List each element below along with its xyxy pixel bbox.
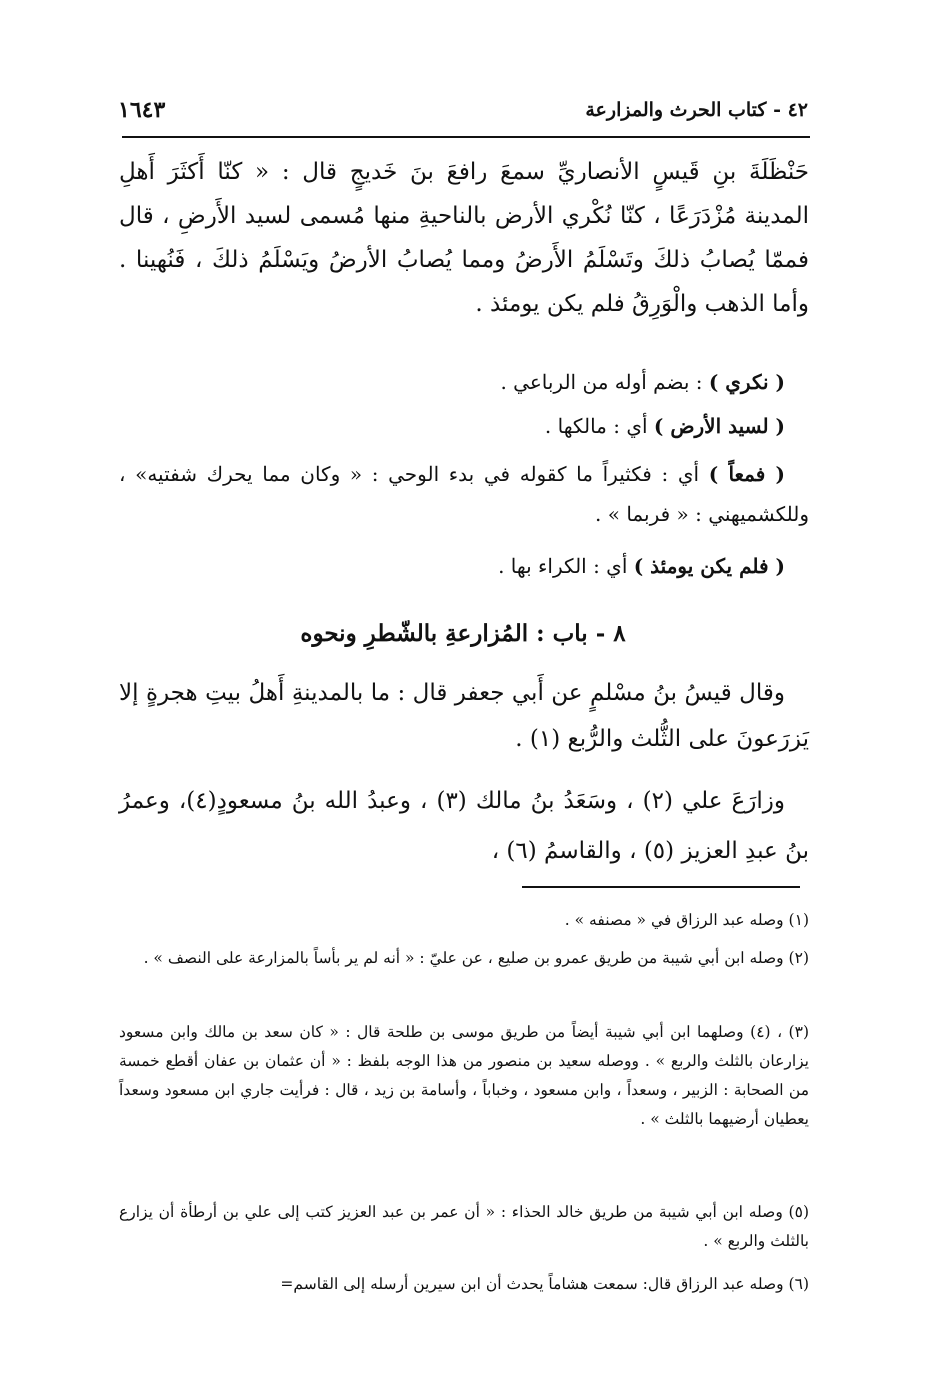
footnote: (٢) وصله ابن أبي شيبة من طريق عمرو بن صليع ، عن عليّ : « أنه لم ير بأساً بالمزارعة على النصف » .: [143, 949, 809, 967]
commentary-term: ( نكري ): [708, 370, 785, 394]
footnote: (١) وصله عبد الرزاق في « مصنفه » .: [564, 911, 809, 929]
hadith-text: حَنْظَلَةَ بنِ قَيسٍ الأنصاريِّ سمعَ رافعَ بنَ خَديجٍ قال : « كنّا أَكثَرَ أَهلِ المدينة مُزْدَرَعًا ، كنّا نُكْري الأرض بالناحيةِ منها مُسمى لسيد الأَرضِ ، قال فممّا يُصابُ ذلكَ وتَسْلَمُ الأَرضُ ومما يُصابُ الأرضُ ويَسْلَمُ ذلكَ ، فَنُهينا . وأما الذهب والْوَرِقُ فلم يكن يومئذ .: [119, 159, 809, 317]
commentary-item: [119, 546, 785, 586]
page-number: ١٦٤٣: [118, 97, 166, 123]
commentary-item: [119, 362, 785, 402]
commentary-item: [119, 454, 809, 534]
chapter-title: ٤٢ - كتاب الحرث والمزارعة: [585, 99, 808, 121]
commentary-text: أي : مالكها .: [544, 414, 654, 438]
commentary-text: أي : الكراء بها .: [498, 554, 634, 578]
body-paragraph: وقال قيسُ بنُ مسْلمٍ عن أَبي جعفر قال : ما بالمدينةِ أَهلُ بيتِ هجرةٍ إلا يَزرَعونَ على الثُّلث والرُّبع (١) .: [119, 680, 809, 752]
commentary-term: ( لسيد الأرض ): [653, 414, 785, 438]
body-paragraph: وزارَعَ علي (٢) ، وسَعَدُ بنُ مالك (٣) ، وعبدُ الله بنُ مسعودٍ(٤)، وعمرُ بنُ عبدِ العزيز (٥) ، والقاسمُ (٦) ،: [119, 788, 809, 864]
footnote-rule: [522, 886, 800, 888]
section-heading: ٨ - باب : المُزارعةِ بالشّطرِ ونحوه: [300, 620, 626, 647]
commentary-text: أي : فكثيراً ما كقوله في بدء الوحي : « وكان مما يحرك شفتيه» ، وللكشميهني : « فربما » .: [119, 462, 809, 526]
footnote: (٦) وصله عبد الرزاق قال: سمعت هشاماً يحدث أن ابن سيرين أرسله إلى القاسم=: [280, 1275, 809, 1293]
footnote: (٣) ، (٤) وصلهما ابن أبي شيبة أيضاً من طريق موسى بن طلحة قال : « كان سعد بن مالك وابن مسعود يزارعان بالثلث والربع » . ووصله سعيد بن منصور من هذا الوجه بلفظ : « أن عثمان بن عفان أقطع خمسة من الصحابة : الزبير ، وسعداً ، وابن مسعود ، وخباباً ، وأسامة بن زيد ، قال : فرأيت جاري ابن مسعود وسعداً يعطيان أرضيهما بالثلث » .: [119, 1023, 809, 1128]
commentary-text: : بضم أوله من الرباعي .: [500, 370, 709, 394]
commentary-item: [119, 406, 785, 446]
page-header: [118, 92, 808, 128]
commentary-term: ( فمعاً ): [708, 462, 786, 486]
commentary-term: ( فلم يكن يومئذ ): [633, 554, 785, 578]
header-rule: [122, 136, 810, 138]
footnote: (٥) وصله ابن أبي شيبة من طريق خالد الحذاء : « أن عمر بن عبد العزيز كتب إلى علي بن أرطأة أن يزارع بالثلث والربع » .: [119, 1203, 809, 1250]
